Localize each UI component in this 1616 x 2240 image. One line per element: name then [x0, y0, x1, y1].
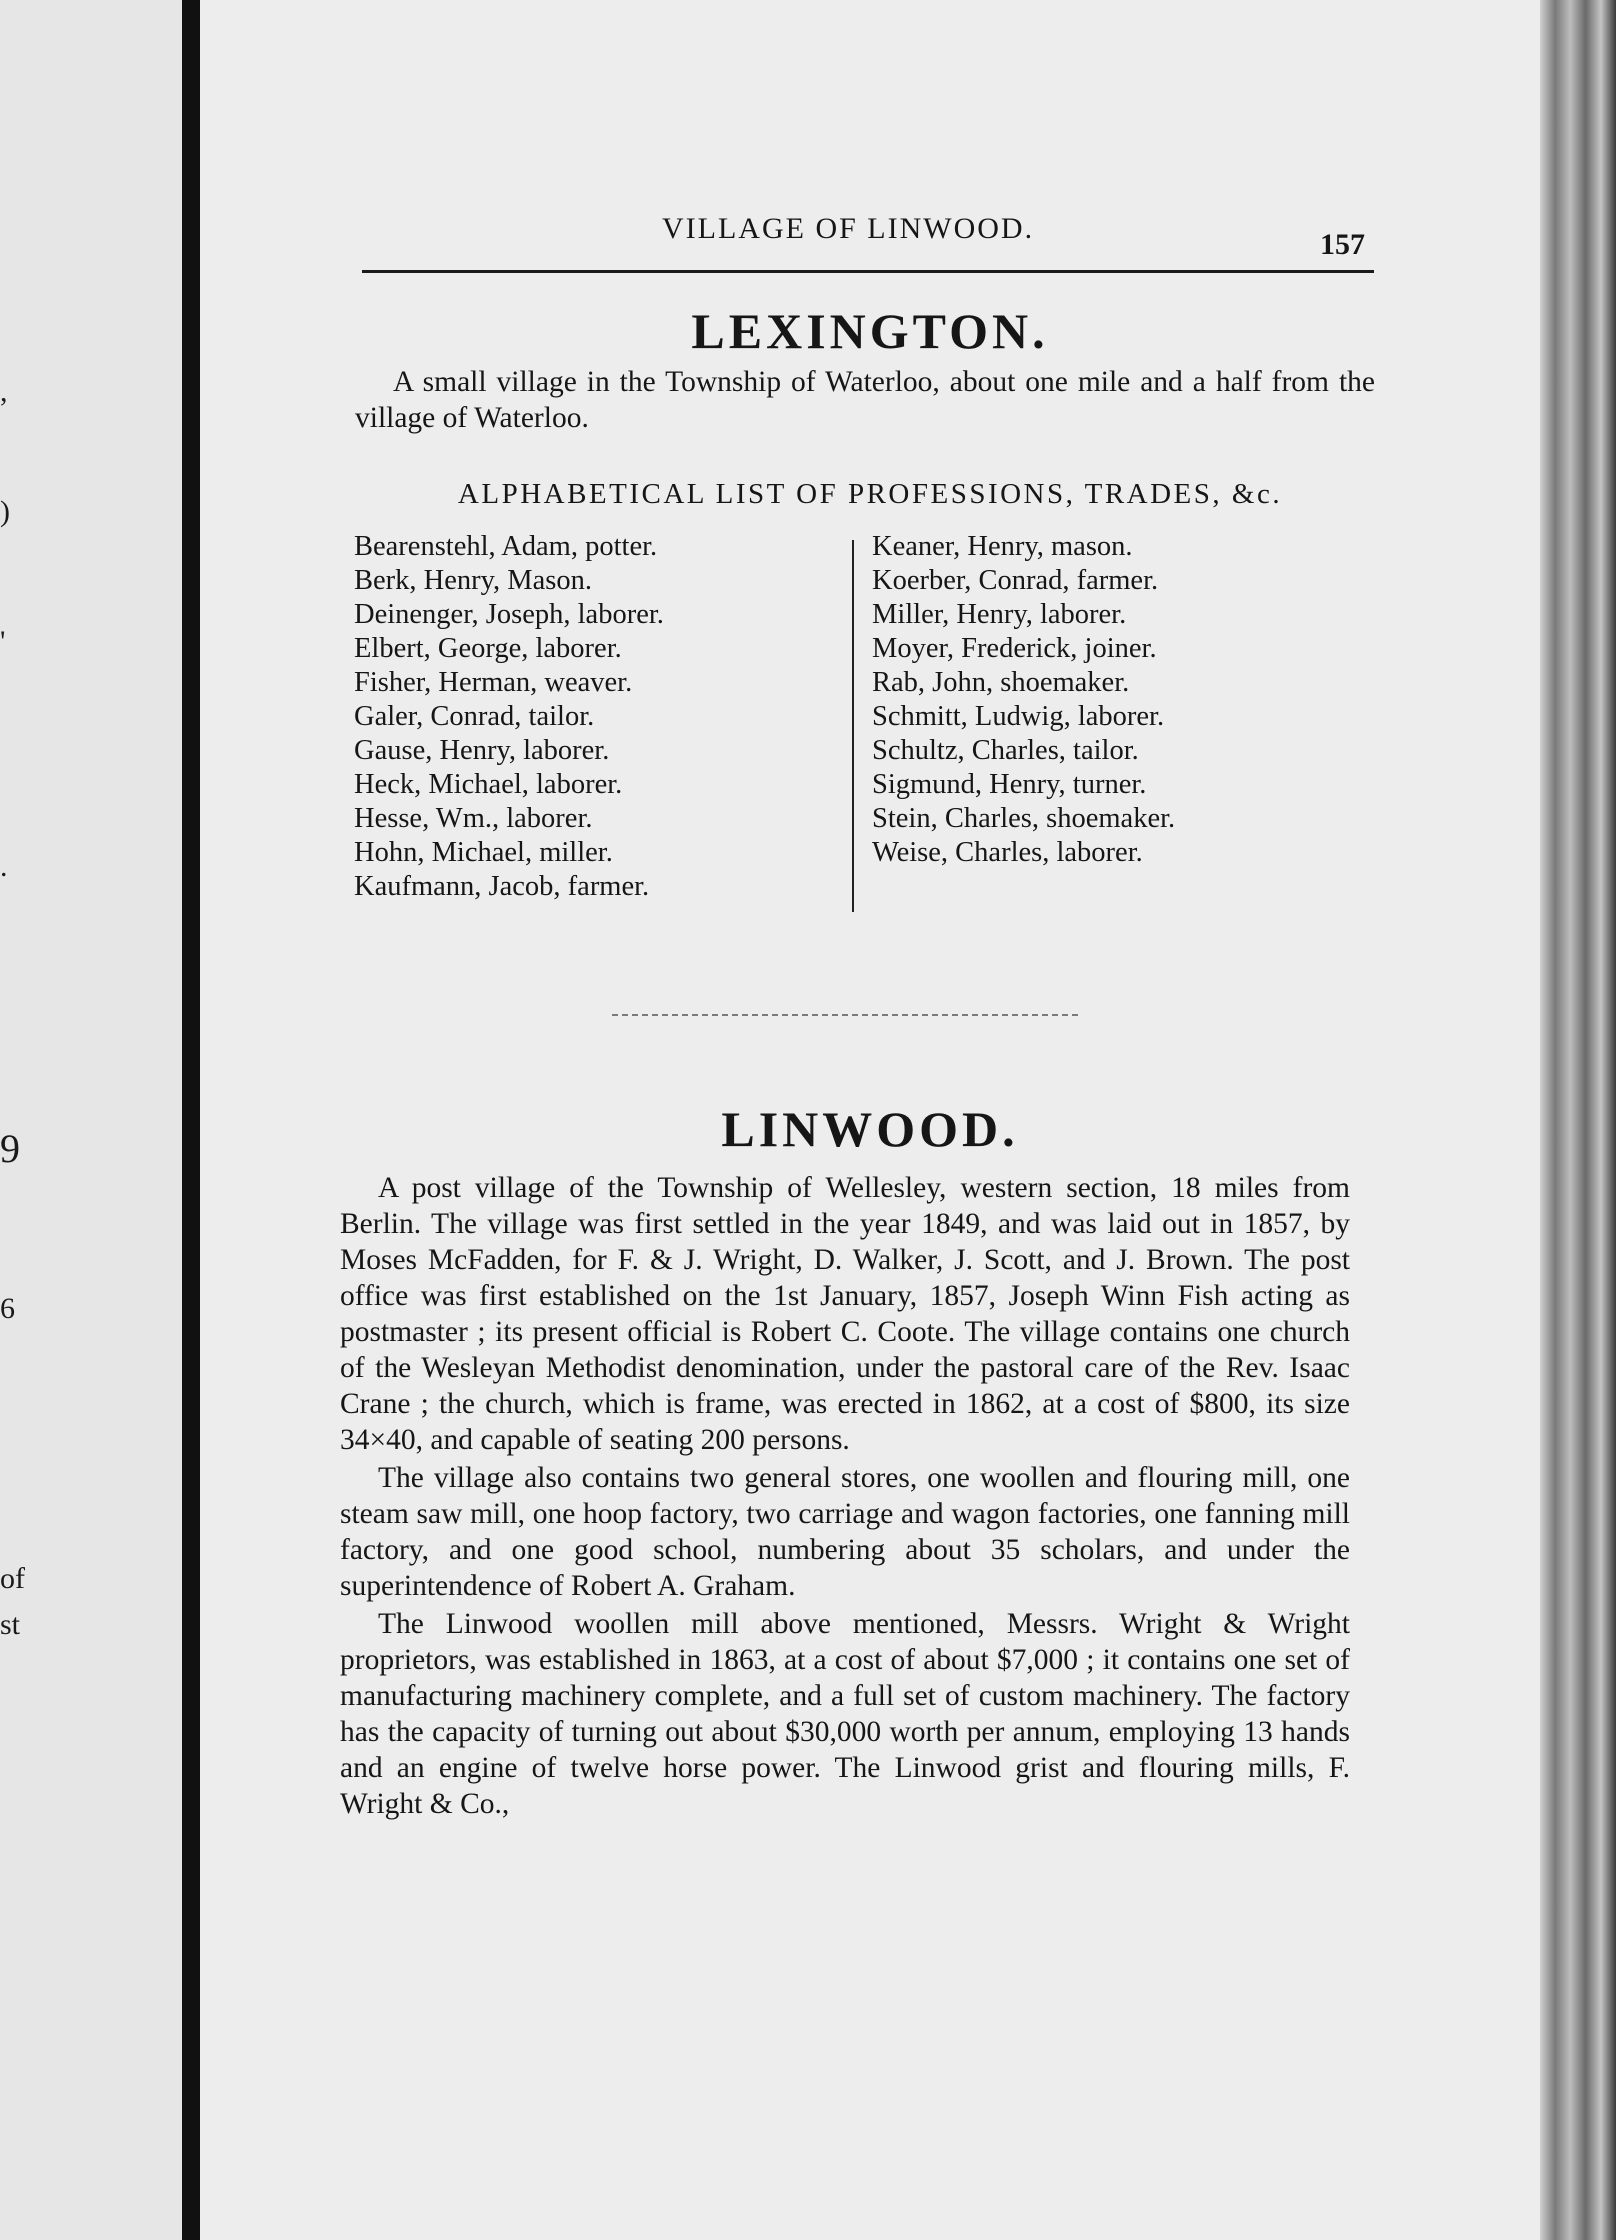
facing-page-edge	[0, 0, 188, 2240]
facing-page-fragment: '	[0, 625, 6, 658]
list-item: Schultz, Charles, tailor.	[872, 735, 1139, 766]
list-item: Keaner, Henry, mason.	[872, 531, 1133, 562]
column-divider	[852, 540, 854, 912]
list-item: Deinenger, Joseph, laborer.	[354, 599, 664, 630]
facing-page-fragment: 9	[0, 1126, 20, 1171]
facing-page-fragment: 6	[0, 1292, 15, 1325]
linwood-paragraph: The village also contains two general stores, one woollen and flouring mill, one steam saw mill, one hoop factory, two carriage and wagon factories, one fanning mill factory, and one good school, numbering about 35 scholars, and under the superintendence of Robert A. Graham.	[340, 1462, 1350, 1602]
list-item: Bearenstehl, Adam, potter.	[354, 531, 658, 562]
facing-page-fragment: .	[0, 850, 8, 883]
lexington-intro-text: A small village in the Township of Waterloo, about one mile and a half from the village of Waterloo.	[355, 366, 1375, 434]
trades-list-heading: ALPHABETICAL LIST OF PROFESSIONS, TRADES, &c.	[457, 478, 1283, 510]
list-item: Stein, Charles, shoemaker.	[872, 803, 1176, 834]
list-item: Rab, John, shoemaker.	[872, 667, 1130, 698]
list-item: Galer, Conrad, tailor.	[354, 701, 595, 732]
linwood-title: LINWOOD.	[721, 1101, 1019, 1157]
lexington-title: LEXINGTON.	[691, 303, 1049, 359]
list-item: Moyer, Frederick, joiner.	[872, 633, 1157, 664]
list-item: Elbert, George, laborer.	[354, 633, 622, 664]
facing-page-fragment: ,	[0, 375, 8, 408]
facing-page-fragment: )	[0, 495, 10, 528]
list-item: Heck, Michael, laborer.	[354, 769, 623, 800]
list-item: Koerber, Conrad, farmer.	[872, 565, 1159, 596]
header-rule	[362, 270, 1374, 273]
linwood-paragraph: A post village of the Township of Wellesley, western section, 18 miles from Berlin. The village was first settled in the year 1849, and was laid out in 1857, by Moses McFadden, for F. & J. Wright, D. Walker, J. Scott, and J. Brown. The post office was first established on the 1st January, 1857, Joseph Winn Fish acting as postmaster ; its present official is Robert C. Coote. The village contains one church of the Wesleyan Methodist denomination, under the pastoral care of the Rev. Isaac Crane ; the church, which is frame, was erected in 1862, at a cost of $800, its size 34×40, and capable of seating 200 persons.	[340, 1172, 1350, 1456]
facing-page-fragment: st	[0, 1608, 21, 1641]
linwood-paragraph: The Linwood woollen mill above mentioned, Messrs. Wright & Wright proprietors, was established in 1863, at a cost of about $7,000 ; it contains one set of manufacturing machinery complete, and a full set of custom machinery. The factory has the capacity of turning out about $30,000 worth per annum, employing 13 hands and an engine of twelve horse power. The Linwood grist and flouring mills, F. Wright & Co.,	[340, 1608, 1350, 1820]
facing-page-fragment: of	[0, 1562, 25, 1595]
linwood-body	[340, 1170, 1350, 1824]
page-number: 157	[1320, 228, 1365, 261]
list-item: Gause, Henry, laborer.	[354, 735, 610, 766]
trades-list-left-column	[354, 530, 824, 904]
trades-list-right-column	[872, 530, 1342, 870]
list-item: Fisher, Herman, weaver.	[354, 667, 633, 698]
list-item: Kaufmann, Jacob, farmer.	[354, 871, 650, 902]
list-item: Hesse, Wm., laborer.	[354, 803, 593, 834]
list-item: Hohn, Michael, miller.	[354, 837, 613, 868]
section-separator	[612, 1014, 1078, 1016]
running-head: VILLAGE OF LINWOOD.	[662, 212, 1035, 245]
lexington-intro	[355, 364, 1375, 438]
list-item: Weise, Charles, laborer.	[872, 837, 1143, 868]
list-item: Berk, Henry, Mason.	[354, 565, 592, 596]
list-item: Miller, Henry, laborer.	[872, 599, 1127, 630]
page-stack-edge	[1540, 0, 1616, 2240]
list-item: Schmitt, Ludwig, laborer.	[872, 701, 1165, 732]
list-item: Sigmund, Henry, turner.	[872, 769, 1147, 800]
book-spine	[182, 0, 200, 2240]
